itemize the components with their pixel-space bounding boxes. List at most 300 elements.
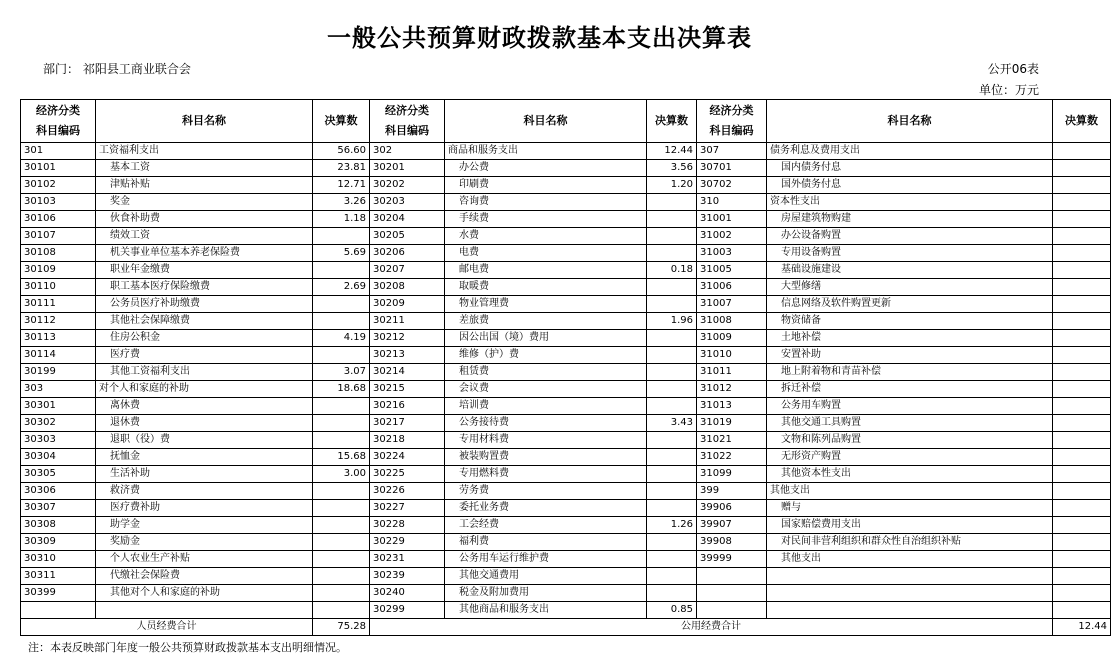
cell-name: 对民间非营利组织和群众性自治组织补贴 [767, 534, 1053, 551]
cell-amount [1053, 194, 1111, 211]
cell-amount [313, 585, 370, 602]
cell-amount [1053, 347, 1111, 364]
cell-code: 31012 [697, 381, 767, 398]
cell-amount [1053, 143, 1111, 160]
cell-code: 30199 [21, 364, 96, 381]
table-row [21, 160, 1111, 177]
cell-name: 国家赔偿费用支出 [767, 517, 1053, 534]
col-header-amount: 决算数 [313, 100, 370, 143]
table-row [21, 279, 1111, 296]
cell-name: 安置补助 [767, 347, 1053, 364]
cell-code: 310 [697, 194, 767, 211]
cell-name: 其他交通工具购置 [767, 415, 1053, 432]
cell-amount [1053, 330, 1111, 347]
cell-code: 31003 [697, 245, 767, 262]
cell-name: 抚恤金 [96, 449, 313, 466]
public-total-label: 公用经费合计 [370, 619, 1053, 636]
cell-code: 30112 [21, 313, 96, 330]
cell-amount [1053, 551, 1111, 568]
cell-code: 30213 [370, 347, 445, 364]
cell-amount [313, 228, 370, 245]
cell-amount: 18.68 [313, 381, 370, 398]
cell-amount [1053, 262, 1111, 279]
cell-name: 医疗费 [96, 347, 313, 364]
table-row [21, 381, 1111, 398]
col-header-name: 科目名称 [96, 100, 313, 143]
cell-code: 30205 [370, 228, 445, 245]
cell-code: 307 [697, 143, 767, 160]
cell-amount [313, 517, 370, 534]
cell-name: 文物和陈列品购置 [767, 432, 1053, 449]
cell-name: 会议费 [445, 381, 647, 398]
cell-name: 培训费 [445, 398, 647, 415]
cell-amount [1053, 313, 1111, 330]
cell-code: 30231 [370, 551, 445, 568]
cell-name: 办公费 [445, 160, 647, 177]
cell-name: 土地补偿 [767, 330, 1053, 347]
cell-name: 绩效工资 [96, 228, 313, 245]
cell-amount [1053, 500, 1111, 517]
cell-name: 手续费 [445, 211, 647, 228]
cell-amount: 4.19 [313, 330, 370, 347]
cell-amount [1053, 296, 1111, 313]
cell-amount [1053, 568, 1111, 585]
cell-code: 31001 [697, 211, 767, 228]
table-row [21, 211, 1111, 228]
cell-code: 31099 [697, 466, 767, 483]
cell-name: 劳务费 [445, 483, 647, 500]
cell-amount [313, 415, 370, 432]
cell-name: 住房公积金 [96, 330, 313, 347]
cell-name: 职业年金缴费 [96, 262, 313, 279]
cell-name: 其他对个人和家庭的补助 [96, 585, 313, 602]
cell-code: 30203 [370, 194, 445, 211]
cell-code: 30204 [370, 211, 445, 228]
cell-code: 31008 [697, 313, 767, 330]
table-row [21, 568, 1111, 585]
cell-code: 30224 [370, 449, 445, 466]
cell-amount [1053, 585, 1111, 602]
cell-name: 被装购置费 [445, 449, 647, 466]
cell-code: 30110 [21, 279, 96, 296]
cell-code: 30701 [697, 160, 767, 177]
cell-code: 30239 [370, 568, 445, 585]
cell-code: 39907 [697, 517, 767, 534]
col-header-amount: 决算数 [1053, 100, 1111, 143]
cell-name: 债务利息及费用支出 [767, 143, 1053, 160]
table-row [21, 177, 1111, 194]
cell-code: 30211 [370, 313, 445, 330]
cell-code: 31021 [697, 432, 767, 449]
cell-code: 303 [21, 381, 96, 398]
cell-amount: 3.43 [647, 415, 697, 432]
cell-amount [313, 483, 370, 500]
cell-name: 大型修缮 [767, 279, 1053, 296]
cell-code: 30114 [21, 347, 96, 364]
table-row [21, 500, 1111, 517]
cell-amount [1053, 160, 1111, 177]
cell-name [767, 602, 1053, 619]
cell-code: 30103 [21, 194, 96, 211]
cell-name: 其他资本性支出 [767, 466, 1053, 483]
cell-amount [313, 432, 370, 449]
cell-amount [647, 228, 697, 245]
cell-code: 30107 [21, 228, 96, 245]
cell-code: 302 [370, 143, 445, 160]
cell-amount [647, 551, 697, 568]
cell-amount [1053, 228, 1111, 245]
cell-amount [647, 585, 697, 602]
cell-name: 赠与 [767, 500, 1053, 517]
cell-code: 30311 [21, 568, 96, 585]
cell-name: 福利费 [445, 534, 647, 551]
cell-code: 30304 [21, 449, 96, 466]
table-header-row [21, 100, 1111, 143]
cell-code [697, 585, 767, 602]
cell-code: 30215 [370, 381, 445, 398]
cell-name: 奖金 [96, 194, 313, 211]
table-row [21, 449, 1111, 466]
cell-name: 商品和服务支出 [445, 143, 647, 160]
cell-code: 39908 [697, 534, 767, 551]
public-total-value: 12.44 [1053, 619, 1111, 636]
table-row [21, 432, 1111, 449]
cell-amount [1053, 211, 1111, 228]
cell-code: 30102 [21, 177, 96, 194]
cell-code: 30702 [697, 177, 767, 194]
table-row [21, 296, 1111, 313]
cell-amount: 56.60 [313, 143, 370, 160]
cell-code: 30212 [370, 330, 445, 347]
cell-name: 信息网络及软件购置更新 [767, 296, 1053, 313]
col-header-name: 科目名称 [767, 100, 1053, 143]
personnel-total-value: 75.28 [313, 619, 370, 636]
table-row [21, 415, 1111, 432]
cell-name: 办公设备购置 [767, 228, 1053, 245]
cell-amount: 12.71 [313, 177, 370, 194]
cell-name: 公务接待费 [445, 415, 647, 432]
cell-amount [1053, 517, 1111, 534]
table-row [21, 551, 1111, 568]
cell-amount: 3.00 [313, 466, 370, 483]
table-row [21, 585, 1111, 602]
cell-code: 399 [697, 483, 767, 500]
cell-code: 30108 [21, 245, 96, 262]
cell-name: 物资储备 [767, 313, 1053, 330]
table-row [21, 602, 1111, 619]
cell-amount [1053, 483, 1111, 500]
cell-amount [647, 194, 697, 211]
footnote: 注：本表反映部门年度一般公共预算财政拨款基本支出明细情况。 [28, 641, 347, 654]
cell-amount [313, 398, 370, 415]
form-number: 公开06表 [987, 62, 1039, 76]
cell-name: 地上附着物和青苗补偿 [767, 364, 1053, 381]
cell-amount: 23.81 [313, 160, 370, 177]
cell-amount: 1.20 [647, 177, 697, 194]
cell-name: 取暖费 [445, 279, 647, 296]
cell-code: 39999 [697, 551, 767, 568]
cell-amount [1053, 602, 1111, 619]
cell-amount [313, 568, 370, 585]
cell-name: 个人农业生产补贴 [96, 551, 313, 568]
cell-code: 30106 [21, 211, 96, 228]
cell-code: 31002 [697, 228, 767, 245]
table-row [21, 517, 1111, 534]
cell-code: 30216 [370, 398, 445, 415]
cell-name: 离休费 [96, 398, 313, 415]
cell-name: 其他支出 [767, 551, 1053, 568]
cell-code: 30310 [21, 551, 96, 568]
cell-code: 30202 [370, 177, 445, 194]
cell-name: 咨询费 [445, 194, 647, 211]
cell-amount [313, 262, 370, 279]
cell-name: 退职（役）费 [96, 432, 313, 449]
cell-amount: 15.68 [313, 449, 370, 466]
personnel-total-label: 人员经费合计 [21, 619, 313, 636]
cell-amount [647, 381, 697, 398]
cell-name: 机关事业单位基本养老保险费 [96, 245, 313, 262]
cell-amount [313, 313, 370, 330]
cell-code [697, 602, 767, 619]
cell-code: 31007 [697, 296, 767, 313]
cell-code: 30307 [21, 500, 96, 517]
cell-code: 39906 [697, 500, 767, 517]
cell-name: 拆迁补偿 [767, 381, 1053, 398]
col-header-code: 经济分类 科目编码 [21, 100, 96, 143]
cell-code: 31009 [697, 330, 767, 347]
col-header-name: 科目名称 [445, 100, 647, 143]
cell-amount: 1.26 [647, 517, 697, 534]
cell-name: 助学金 [96, 517, 313, 534]
cell-code [21, 602, 96, 619]
cell-amount: 3.26 [313, 194, 370, 211]
cell-name: 伙食补助费 [96, 211, 313, 228]
cell-name: 其他工资福利支出 [96, 364, 313, 381]
cell-amount [647, 500, 697, 517]
cell-name [767, 568, 1053, 585]
table-row [21, 313, 1111, 330]
cell-name: 专用设备购置 [767, 245, 1053, 262]
totals-row [21, 619, 1111, 636]
cell-name: 津贴补贴 [96, 177, 313, 194]
cell-code: 30113 [21, 330, 96, 347]
cell-amount [647, 364, 697, 381]
cell-code: 30208 [370, 279, 445, 296]
cell-code: 31010 [697, 347, 767, 364]
cell-name: 委托业务费 [445, 500, 647, 517]
cell-code: 30201 [370, 160, 445, 177]
cell-code: 31019 [697, 415, 767, 432]
cell-amount [647, 279, 697, 296]
cell-amount [313, 296, 370, 313]
cell-name: 水费 [445, 228, 647, 245]
cell-name: 退休费 [96, 415, 313, 432]
cell-amount [1053, 245, 1111, 262]
cell-amount [313, 347, 370, 364]
cell-name: 公务用车购置 [767, 398, 1053, 415]
cell-name: 资本性支出 [767, 194, 1053, 211]
cell-name: 基本工资 [96, 160, 313, 177]
cell-amount [647, 466, 697, 483]
cell-code: 31011 [697, 364, 767, 381]
cell-code: 30308 [21, 517, 96, 534]
table-row [21, 194, 1111, 211]
cell-code: 30303 [21, 432, 96, 449]
cell-amount [313, 551, 370, 568]
table-row [21, 364, 1111, 381]
cell-amount [647, 432, 697, 449]
col-header-amount: 决算数 [647, 100, 697, 143]
cell-code: 30306 [21, 483, 96, 500]
cell-name: 无形资产购置 [767, 449, 1053, 466]
department-label: 部门： 祁阳县工商业联合会 [43, 62, 191, 76]
cell-amount [647, 211, 697, 228]
cell-name: 维修（护）费 [445, 347, 647, 364]
cell-code: 30299 [370, 602, 445, 619]
cell-code: 30101 [21, 160, 96, 177]
cell-code: 30109 [21, 262, 96, 279]
unit-label: 单位：万元 [978, 83, 1039, 97]
cell-code: 30214 [370, 364, 445, 381]
cell-code: 30399 [21, 585, 96, 602]
cell-code: 30229 [370, 534, 445, 551]
expenditure-table [20, 99, 1111, 636]
cell-name: 公务员医疗补助缴费 [96, 296, 313, 313]
cell-amount [1053, 466, 1111, 483]
cell-amount [1053, 534, 1111, 551]
cell-amount [647, 483, 697, 500]
cell-name: 国内债务付息 [767, 160, 1053, 177]
cell-code: 31022 [697, 449, 767, 466]
cell-amount [647, 398, 697, 415]
cell-name: 代缴社会保险费 [96, 568, 313, 585]
cell-name: 对个人和家庭的补助 [96, 381, 313, 398]
cell-amount [1053, 364, 1111, 381]
cell-name: 物业管理费 [445, 296, 647, 313]
cell-name: 工会经费 [445, 517, 647, 534]
cell-amount: 0.18 [647, 262, 697, 279]
cell-amount: 5.69 [313, 245, 370, 262]
cell-name: 专用材料费 [445, 432, 647, 449]
cell-code: 31006 [697, 279, 767, 296]
cell-name: 生活补助 [96, 466, 313, 483]
cell-code: 30302 [21, 415, 96, 432]
cell-amount: 0.85 [647, 602, 697, 619]
cell-name: 其他交通费用 [445, 568, 647, 585]
cell-name: 税金及附加费用 [445, 585, 647, 602]
cell-amount [647, 534, 697, 551]
col-header-code: 经济分类 科目编码 [370, 100, 445, 143]
cell-code: 30206 [370, 245, 445, 262]
cell-name: 印刷费 [445, 177, 647, 194]
cell-name: 差旅费 [445, 313, 647, 330]
cell-code: 30225 [370, 466, 445, 483]
cell-amount [313, 500, 370, 517]
table-row [21, 398, 1111, 415]
cell-code: 30305 [21, 466, 96, 483]
cell-name: 医疗费补助 [96, 500, 313, 517]
cell-code [697, 568, 767, 585]
cell-amount [1053, 177, 1111, 194]
cell-amount [313, 534, 370, 551]
cell-name: 房屋建筑物购建 [767, 211, 1053, 228]
cell-name: 职工基本医疗保险缴费 [96, 279, 313, 296]
cell-amount: 1.96 [647, 313, 697, 330]
cell-amount [647, 245, 697, 262]
cell-name: 公务用车运行维护费 [445, 551, 647, 568]
table-row [21, 330, 1111, 347]
table-row [21, 347, 1111, 364]
table-row [21, 262, 1111, 279]
cell-name: 基础设施建设 [767, 262, 1053, 279]
cell-amount [647, 330, 697, 347]
cell-amount: 12.44 [647, 143, 697, 160]
cell-name: 奖励金 [96, 534, 313, 551]
cell-code: 30111 [21, 296, 96, 313]
cell-amount: 2.69 [313, 279, 370, 296]
cell-amount [1053, 381, 1111, 398]
cell-amount [1053, 279, 1111, 296]
cell-name: 其他商品和服务支出 [445, 602, 647, 619]
cell-amount [1053, 415, 1111, 432]
cell-name: 救济费 [96, 483, 313, 500]
table-row [21, 483, 1111, 500]
table-row [21, 143, 1111, 160]
cell-amount: 3.56 [647, 160, 697, 177]
cell-amount: 3.07 [313, 364, 370, 381]
cell-name: 邮电费 [445, 262, 647, 279]
cell-name: 专用燃料费 [445, 466, 647, 483]
cell-amount [647, 568, 697, 585]
cell-name [767, 585, 1053, 602]
table-row [21, 466, 1111, 483]
cell-code: 30228 [370, 517, 445, 534]
cell-amount [1053, 449, 1111, 466]
page-title: 一般公共预算财政拨款基本支出决算表 [327, 24, 752, 52]
cell-name [96, 602, 313, 619]
cell-code: 30218 [370, 432, 445, 449]
cell-code: 30209 [370, 296, 445, 313]
cell-code: 30226 [370, 483, 445, 500]
cell-amount [1053, 432, 1111, 449]
cell-name: 其他支出 [767, 483, 1053, 500]
cell-code: 30207 [370, 262, 445, 279]
cell-code: 31005 [697, 262, 767, 279]
cell-code: 31013 [697, 398, 767, 415]
cell-name: 工资福利支出 [96, 143, 313, 160]
cell-name: 国外债务付息 [767, 177, 1053, 194]
cell-name: 因公出国（境）费用 [445, 330, 647, 347]
cell-amount [313, 602, 370, 619]
cell-code: 30217 [370, 415, 445, 432]
table-row [21, 228, 1111, 245]
cell-code: 301 [21, 143, 96, 160]
cell-code: 30309 [21, 534, 96, 551]
cell-code: 30301 [21, 398, 96, 415]
cell-amount: 1.18 [313, 211, 370, 228]
col-header-code: 经济分类 科目编码 [697, 100, 767, 143]
table-row [21, 245, 1111, 262]
cell-name: 电费 [445, 245, 647, 262]
cell-name: 租赁费 [445, 364, 647, 381]
cell-amount [1053, 398, 1111, 415]
cell-amount [647, 449, 697, 466]
cell-code: 30240 [370, 585, 445, 602]
cell-code: 30227 [370, 500, 445, 517]
cell-amount [647, 296, 697, 313]
cell-amount [647, 347, 697, 364]
table-row [21, 534, 1111, 551]
